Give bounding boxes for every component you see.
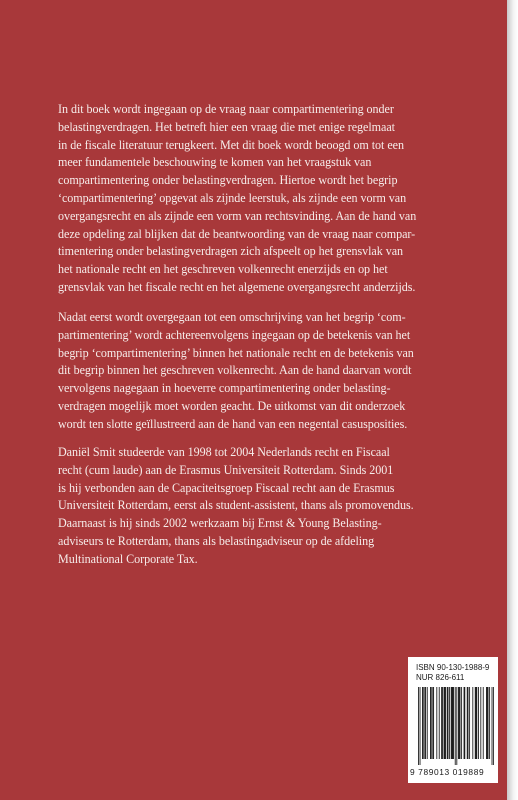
text-line: overgangsrecht en als zijnde een vorm van rechtsvinding. Aan de hand van [58,208,417,223]
text-line: grensvlak van het fiscale recht en het algemene overgangsrecht anderzijds. [58,279,416,294]
text-line: Daniël Smit studeerde van 1998 tot 2004 Nederlands recht en Fiscaal [58,445,390,459]
text-line: verdragen mogelijk moet worden geacht. De uitkomst van dit onderzoek [58,398,406,413]
barcode-label [408,657,498,783]
text-line: begrip ‘compartimentering’ binnen het nationale recht en de betekenis van [58,345,414,360]
nur-code: NUR 826-611 [416,673,465,682]
barcode-bars [418,687,494,765]
text-line: meer fundamentele beschouwing te komen van het vraagstuk van [58,155,372,170]
description-paragraph-1 [58,101,463,297]
text-line: dit begrip binnen het geschreven volkenrecht. Aan de hand daarvan wordt [58,363,412,378]
text-line: deze opdeling zal blijken dat de beantwoording van de vraag naar compar- [58,226,416,241]
text-line: Daarnaast is hij sinds 2002 werkzaam bij Ernst & Young Belasting- [58,516,382,531]
text-line: recht (cum laude) aan de Erasmus Universiteit Rotterdam. Sinds 2001 [58,462,394,477]
text-line: het nationale recht en het geschreven volkenrecht enerzijds en op het [58,262,388,277]
text-line: compartimentering onder belastingverdragen. Hiertoe wordt het begrip [58,173,398,188]
description-paragraph-2 [58,309,463,434]
text-line: wordt ten slotte geïllustreerd aan de hand van een negental casusposities. [58,416,408,431]
text-line: partimentering’ wordt achtereenvolgens ingegaan op de betekenis van het [58,327,411,342]
text-line: ‘compartimentering’ opgevat als zijnde leerstuk, als zijnde een vorm van [58,190,407,205]
text-line: is hij verbonden aan de Capaciteitsgroep Fiscaal recht aan de Erasmus [58,480,395,495]
text-line: adviseurs te Rotterdam, thans als belastingadviseur op de afdeling [58,533,375,548]
text-line: vervolgens nagegaan in hoeverre compartimentering onder belasting- [58,381,391,396]
text-line: Nadat eerst wordt overgegaan tot een omschrijving van het begrip ‘com- [58,310,406,324]
text-line: timentering onder belastingverdragen zich afspeelt op het grensvlak van [58,244,404,259]
page-edge-shadow [507,0,518,800]
text-line: Universiteit Rotterdam, eerst als student-assistent, thans als promovendus. [58,498,414,513]
text-line: Multinational Corporate Tax. [58,551,198,566]
isbn-number: ISBN 90-130-1988-9 [416,663,490,672]
ean-digits: 9 789013 019889 [410,767,485,777]
text-line: in de fiscale literatuur terugkeert. Met dit boek wordt beoogd om tot een [58,137,404,152]
text-line: In dit boek wordt ingegaan op de vraag naar compartimentering onder [58,102,394,116]
author-bio-paragraph [58,444,463,569]
text-line: belastingverdragen. Het betreft hier een vraag die met enige regelmaat [58,119,395,134]
